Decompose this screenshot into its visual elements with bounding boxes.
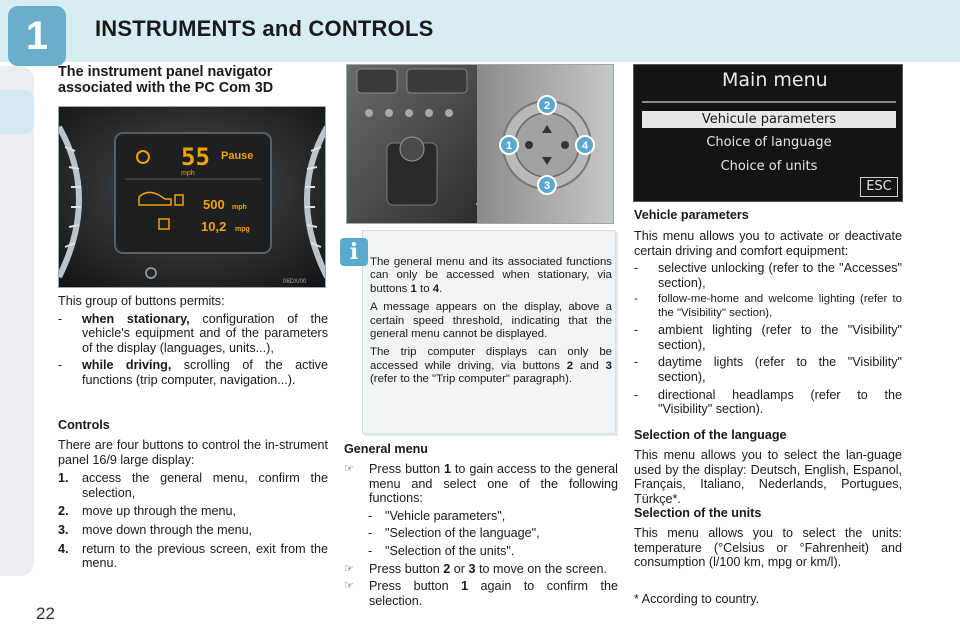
list-item: - "Selection of the language",: [368, 526, 540, 541]
menu-item-vehicle-parameters: Vehicule parameters: [642, 111, 896, 128]
main-menu-screen: [633, 64, 903, 202]
divider: [642, 101, 896, 103]
menu-item-choice-of-language: Choice of language: [706, 135, 832, 150]
list-item: ☞ Press button 1 again to confirm the selection.: [344, 579, 618, 608]
steering-controls-illustration: [347, 65, 614, 224]
button-label-2: 2: [543, 100, 551, 112]
page-number: 22: [36, 604, 55, 623]
list-item: ☞ Press button 2 or 3 to move on the screen.: [344, 561, 608, 576]
info-text: [370, 256, 612, 392]
list-item: 1. access the general menu, confirm the selection,: [58, 471, 328, 500]
language-text: This menu allows you to select the lan-guage used by the display: Deutsch, English, Espanol, Français, Italiano, Nederlands, Portugues, Türkçe*.: [634, 448, 902, 506]
permit-text: configuration of the vehicle's equipment and of the parameters of the display (languages, units...),: [82, 311, 328, 355]
main-menu-title: Main menu: [722, 69, 828, 91]
hand-pointer-icon: ☞: [344, 562, 354, 575]
controls-intro: There are four buttons to control the in-strument panel 16/9 large display:: [58, 438, 328, 467]
hand-pointer-icon: ☞: [344, 463, 354, 475]
section-title: The instrument panel navigator associated with the PC Com 3D: [58, 64, 274, 96]
general-menu-heading: General menu: [344, 442, 428, 456]
vehicle-parameters-intro: This menu allows you to activate or deactivate certain driving and comfort equipment:: [634, 229, 902, 258]
list-item: ☞ Press button 1 to gain access to the general menu and select one of the following functions:: [344, 462, 618, 506]
chapter-number: 1: [25, 14, 49, 58]
display-consumption: 10,2: [201, 219, 227, 234]
instrument-panel-illustration: [59, 107, 326, 288]
info-paragraph: A message appears on the display, above a certain speed threshold, indicating that the general menu cannot be displayed.: [370, 301, 612, 341]
display-range: 500: [203, 197, 225, 212]
units-text: This menu allows you to select the units: temperature (°Celsius or °Fahrenheit) and consumption (l/100 km, mpg or km/l).: [634, 526, 902, 570]
permit-term: while driving,: [82, 358, 172, 373]
list-item: - daytime lights (refer to the "Visibility" section),: [634, 355, 902, 384]
vehicle-parameters-heading: Vehicle parameters: [634, 208, 749, 222]
hand-pointer-icon: ☞: [344, 580, 354, 593]
button-label-1: 1: [505, 140, 513, 152]
side-margin: [0, 66, 34, 576]
display-consumption-unit: mpg: [235, 226, 250, 233]
units-block: [634, 506, 902, 570]
controls-block: [58, 418, 328, 571]
list-item: 4. return to the previous screen, exit from the menu.: [58, 541, 328, 571]
display-code: 06DX/00: [283, 279, 307, 285]
display-speed-unit: mph: [181, 170, 195, 177]
list-item: - while driving, scrolling of the active functions (trip computer, navigation...).: [58, 358, 328, 387]
list-item: - follow-me-home and welcome lighting (refer to the "Visibility" section),: [634, 293, 902, 319]
list-item: - selective unlocking (refer to the "Accesses" section),: [634, 261, 902, 290]
info-paragraph: The trip computer displays can only be accessed while driving, via buttons 2 and 3 (refer to the "Trip computer" paragraph).: [370, 346, 613, 386]
steering-controls-photo: [346, 64, 614, 224]
list-item: - "Vehicle parameters",: [368, 508, 506, 523]
list-item: - directional headlamps (refer to the "Visibility" section).: [634, 387, 902, 417]
instrument-panel-photo: [58, 106, 326, 288]
info-paragraph: The general menu and its associated functions can only be accessed when stationary, via buttons 1 to 4.: [370, 256, 612, 295]
general-menu-block: [344, 442, 618, 608]
list-item: 2. move up through the menu,: [58, 504, 237, 519]
list-item: 3. move down through the menu,: [58, 522, 253, 537]
language-heading: Selection of the language: [634, 428, 787, 442]
page-title: INSTRUMENTS and CONTROLS: [95, 16, 434, 41]
display-range-unit: mph: [232, 204, 247, 211]
list-item: - when stationary, configuration of the vehicle's equipment and of the parameters of the display (languages, units...),: [58, 311, 328, 355]
footnote: * According to country.: [634, 592, 760, 606]
list-item: - ambient lighting (refer to the "Visibility" section),: [634, 323, 902, 352]
display-status: Pause: [221, 150, 254, 162]
info-icon: i: [340, 238, 368, 266]
units-heading: Selection of the units: [634, 506, 762, 520]
button-label-3: 3: [543, 180, 551, 192]
controls-heading: Controls: [58, 418, 110, 432]
display-speed: 55: [181, 143, 210, 171]
permits-intro: This group of buttons permits:: [58, 294, 225, 308]
permits-block: [58, 294, 328, 388]
language-block: [634, 428, 902, 506]
menu-item-choice-of-units: Choice of units: [720, 159, 818, 174]
vehicle-parameters-block: [634, 208, 902, 417]
permit-text: scrolling of the active functions (trip computer, navigation...).: [82, 358, 328, 387]
side-margin-tab: [0, 90, 34, 134]
esc-button: ESC: [860, 177, 898, 197]
permit-term: when stationary,: [82, 311, 190, 326]
list-item: - "Selection of the units".: [368, 543, 515, 558]
button-label-4: 4: [581, 140, 589, 152]
